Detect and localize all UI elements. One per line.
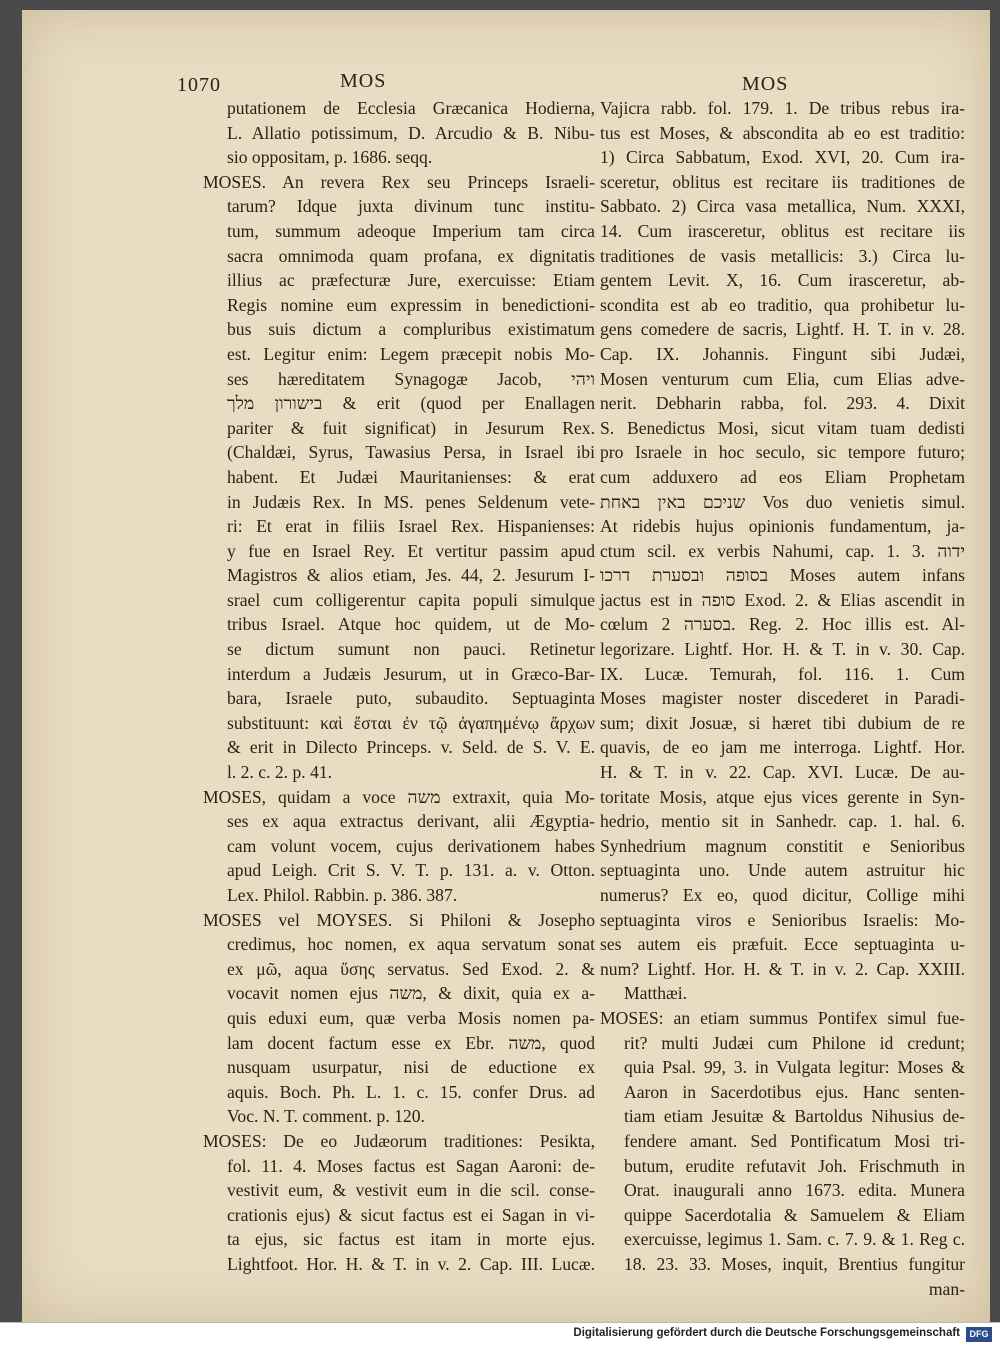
text-line: sio oppositam, p. 1686. seqq. <box>227 147 433 168</box>
text-line: Sabbato. 2) Circa vasa metallica, Num. XXXI, <box>600 196 965 217</box>
page-number: 1070 <box>177 74 221 96</box>
text-line: credimus, hoc nomen, ex aqua servatum sonat <box>227 934 595 955</box>
text-line: legorizare. Lightf. Hor. H. & T. in v. 30. Cap. <box>600 639 965 660</box>
text-line: cum adduxero ad eos Eliam Prophetam <box>600 466 965 487</box>
text-line: crationis ejus) & sicut factus est ei Sagan in vi- <box>227 1204 595 1225</box>
text-line: fol. 11. 4. Moses factus est Sagan Aaroni: de- <box>227 1155 595 1176</box>
text-line: butum, erudite refutavit Joh. Frischmuth in <box>624 1155 965 1176</box>
text-line: se dictum sumunt non pauci. Retinetur <box>227 639 595 660</box>
text-line: septuaginta viros e Senioribus Israelis: Mo- <box>600 909 965 930</box>
text-line: apud Leigh. Crit S. V. T. p. 131. a. v. Otton. <box>227 860 595 881</box>
text-line: interdum a Judæis Jesurum, ut in Græco-Bar- <box>227 663 595 684</box>
text-line: quavis, de eo jam me interroga. Lightf. Hor. <box>600 737 965 758</box>
text-line: exercuisse, legimus 1. Sam. c. 7. 9. & 1. Reg c. <box>624 1229 965 1250</box>
text-line: y fue en Israel Rey. Et vertitur passim apud <box>227 540 595 561</box>
text-line: bara, Israele puto, subaudito. Septuaginta <box>227 688 595 709</box>
text-line: 18. 23. 33. Moses, inquit, Brentius fungitur <box>624 1253 965 1274</box>
text-line: in Judæis Rex. In MS. penes Seldenum vete- <box>227 491 595 512</box>
text-line: IX. Lucæ. Temurah, fol. 116. 1. Cum <box>600 663 965 684</box>
text-line: (Chaldæi, Syrus, Tawasius Persa, in Israel ibi <box>227 442 595 463</box>
text-line: Matthæi. <box>624 983 688 1004</box>
text-line: Mosen venturum cum Elia, cum Elias adve- <box>600 368 965 389</box>
text-line: srael cum colligerentur capita populi simulque <box>227 589 595 610</box>
text-line: ri: Et erat in filiis Israel Rex. Hispanienses: <box>227 516 595 537</box>
text-line: l. 2. c. 2. p. 41. <box>227 762 333 783</box>
text-line: בסופה ובסערת דרכו Moses autem infans <box>600 565 965 586</box>
text-line: cœlum בסערה 2. Reg. 2. Hoc illis est. Al- <box>600 614 965 635</box>
right-text-column <box>600 96 965 1301</box>
text-line: L. Allatio potissimum, D. Arcudio & B. Nibu- <box>227 122 595 143</box>
text-line: 14. Cum irasceretur, oblitus est recitare iis <box>600 220 965 241</box>
text-line: Magistros & alios etiam, Jes. 44, 2. Jesurum I- <box>227 565 595 586</box>
text-line: 1) Circa Sabbatum, Exod. XVI, 20. Cum ira- <box>600 147 965 168</box>
text-line: hedrio, mentio sit in Sanhedr. cap. 1. hal. 6. <box>600 811 965 832</box>
running-head-left: MOS <box>340 70 387 92</box>
dfg-logo: DFG <box>966 1327 992 1342</box>
footer-strip <box>0 1322 1000 1348</box>
text-line: tus est Moses, & abscondita ab eo est traditio: <box>600 122 965 143</box>
text-line: vocavit nomen ejus משה, & dixit, quia ex a- <box>227 983 595 1004</box>
text-line: traditiones de vasis metallicis: 3.) Circa lu- <box>600 245 965 266</box>
text-line: Orat. inaugurali anno 1673. edita. Munera <box>624 1180 965 1201</box>
text-line: pro Israele in hoc seculo, sic tempore futuro; <box>600 442 965 463</box>
text-line: septuaginta uno. Unde autem astruitur hic <box>600 860 965 881</box>
text-line: Lex. Philol. Rabbin. p. 386. 387. <box>227 885 458 905</box>
book-page <box>22 10 990 1322</box>
text-line: pariter & fuit significat) in Jesurum Rex. <box>227 417 595 438</box>
text-line: lam docent factum esse ex Ebr. משה, quod <box>227 1032 596 1053</box>
text-line: Regis nomine eum expressim in benedictioni- <box>227 294 595 315</box>
text-line: Lightfoot. Hor. H. & T. in v. 2. Cap. III. Lucæ. <box>227 1253 595 1274</box>
text-line: jactus est in סופה Exod. 2. & Elias ascendit in <box>600 589 965 610</box>
text-line: ses hæreditatem Synagogæ Jacob, ויהי <box>227 368 595 389</box>
text-line: putationem de Ecclesia Græcanica Hodierna, <box>227 98 595 118</box>
text-line: num? Lightf. Hor. H. & T. in v. 2. Cap. XXIII. <box>600 958 965 979</box>
text-line: ses ex aqua extractus derivant, alii Ægyptia- <box>227 811 595 832</box>
text-line: bus suis dictum a compluribus existimatum <box>227 319 595 340</box>
text-line: quippe Sacerdotalia & Samuelem & Eliam <box>624 1204 965 1225</box>
text-line: tribus Israel. Atque hoc quidem, ut de Mo- <box>227 614 595 635</box>
text-line: numerus? Ex eo, quod dicitur, Collige mihi <box>600 885 965 905</box>
text-line: illius ac præfecturæ Jure, exercuisse: Etiam <box>227 270 595 291</box>
text-line: fendere amant. Sed Pontificatum Mosi tri- <box>624 1130 965 1151</box>
text-line: toritate Mosis, atque ejus vices gerente in Syn- <box>600 786 965 807</box>
text-line: nusquam usurpatur, nisi de eductione ex <box>227 1057 595 1078</box>
text-line: gentem Levit. X, 16. Cum irasceretur, ab- <box>600 270 965 291</box>
text-line: MOSES. An revera Rex seu Princeps Israeli- <box>203 171 595 192</box>
text-line: aquis. Boch. Ph. L. 1. c. 15. confer Drus. ad <box>227 1081 595 1102</box>
text-line: sceretur, oblitus est recitare iis traditiones de <box>600 171 965 192</box>
text-line: שניכם באין באחת Vos duo venietis simul. <box>600 491 966 512</box>
text-line: ses autem eis præfuit. Ecce septuaginta u- <box>600 934 965 955</box>
text-line: & erit in Dilecto Princeps. v. Seld. de S. V. E. <box>227 737 595 758</box>
text-line: gens comedere de sacris, Lightf. H. T. in v. 28. <box>600 319 965 340</box>
text-line: quis eduxi eum, quæ verba Mosis nomen pa- <box>227 1007 595 1028</box>
text-line: habent. Et Judæi Mauritanienses: & erat <box>227 466 595 487</box>
text-line: sum; dixit Josuæ, si hæret tibi dubium de re <box>600 712 965 733</box>
text-line: MOSES, quidam a voce משה extraxit, quia Mo- <box>203 786 595 807</box>
footer-credit: Digitalisierung gefördert durch die Deutsche Forschungsgemeinschaft <box>573 1327 960 1339</box>
text-line: S. Benedictus Mosi, sicut vitam tuam dedisti <box>600 417 965 438</box>
text-line: ctum scil. ex verbis Nahumi, cap. 1. 3. ידוה <box>600 540 965 561</box>
text-line: Voc. N. T. comment. p. 120. <box>227 1106 425 1127</box>
text-line: בישורון מלך & erit (quod per Enallagen <box>227 393 595 414</box>
text-line: tarum? Idque juxta divinum tunc institu- <box>227 196 595 217</box>
text-line: Vajicra rabb. fol. 179. 1. De tribus rebus ira- <box>600 98 965 118</box>
text-line: man- <box>928 1278 965 1299</box>
text-line: MOSES: De eo Judæorum traditiones: Pesikta, <box>203 1130 595 1151</box>
text-line: substituunt: καὶ ἔσται ἐν τῷ ἀγαπημένῳ ἄρχων <box>227 712 595 733</box>
text-line: vestivit eum, & vestivit eum in die scil. conse- <box>227 1180 595 1201</box>
text-line: ta ejus, sic factus est itam in morte ejus. <box>227 1229 595 1250</box>
text-line: MOSES vel MOYSES. Si Philoni & Josepho <box>203 909 595 930</box>
running-head-right: MOS <box>742 73 789 95</box>
text-line: quia Psal. 99, 3. in Vulgata legitur: Moses & <box>624 1057 965 1078</box>
text-line: tiam etiam Jesuitæ & Bartoldus Nihusius de- <box>624 1106 965 1127</box>
text-line: Aaron in Sacerdotibus ejus. Hanc senten- <box>624 1081 965 1102</box>
text-line: nerit. Debharin rabba, fol. 293. 4. Dixit <box>600 393 965 414</box>
text-line: cam volunt vocem, cujus derivationem habes <box>227 835 595 856</box>
text-line: scondita est ab eo traditio, qua prohibetur lu- <box>600 294 965 315</box>
text-line: ex μῶ, aqua ὕσης servatus. Sed Exod. 2. & <box>227 958 595 979</box>
text-line: Moses magister noster discederet in Paradi- <box>600 688 965 709</box>
text-line: Cap. IX. Johannis. Fingunt sibi Judæi, <box>600 343 965 364</box>
text-line: H. & T. in v. 22. Cap. XVI. Lucæ. De au- <box>600 762 965 783</box>
text-line: MOSES: an etiam summus Pontifex simul fue- <box>600 1007 965 1028</box>
text-line: At ridebis hujus opinionis fundamentum, ja- <box>600 516 965 537</box>
text-line: Synhedrium magnum constitit e Senioribus <box>600 835 965 856</box>
text-line: est. Legitur enim: Legem præcepit nobis Mo- <box>227 343 595 364</box>
left-text-column <box>203 96 595 1277</box>
text-line: sacra omnimoda quam profana, ex dignitatis <box>227 245 595 266</box>
text-line: rit? multi Judæi cum Philone id credunt; <box>624 1032 965 1053</box>
text-line: tum, summum adeoque Imperium tam circa <box>227 220 595 241</box>
